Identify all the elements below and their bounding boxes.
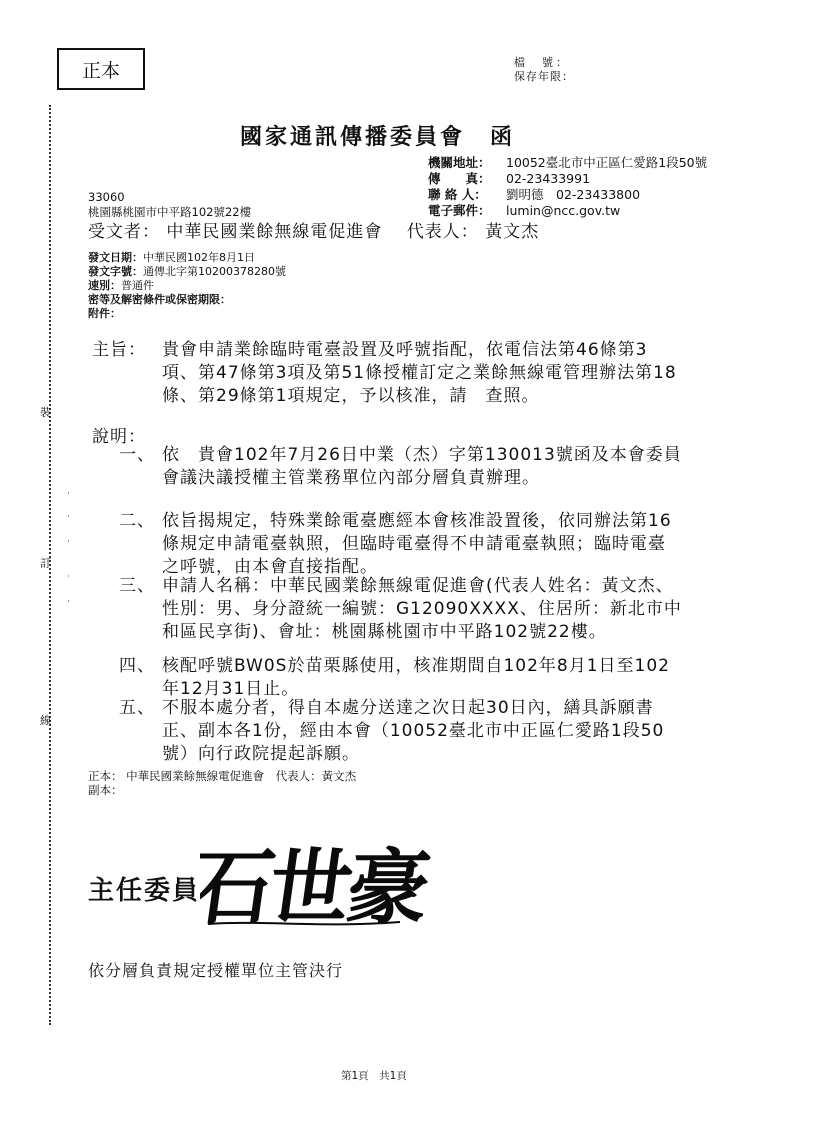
page-indicator: 第1頁 共1頁 [341, 1070, 407, 1082]
original-copy-row [88, 768, 356, 784]
meta-row [88, 251, 255, 264]
retention-label: 保存年限： [514, 70, 574, 83]
explanation-item-text: 依旨揭規定，特殊業餘電臺應經本會核准設置後，依同辦法第16條規定申請電臺執照，但臨時電臺得不申請電臺執照；臨時電臺之呼號，由本會直接指配。 [162, 511, 672, 577]
meta-row [88, 279, 154, 292]
representative-label: 代表人： [406, 222, 479, 242]
duplicate-copy-row [88, 782, 123, 798]
copy-type-label: 正本 [81, 59, 120, 82]
binding-tick-mark: ˙ [66, 492, 71, 503]
meta-label: 發文字號： [88, 265, 143, 278]
file-number-label: 檔 號： [514, 56, 570, 69]
explanation-item-number: 一、 [119, 445, 155, 465]
meta-row [88, 265, 286, 278]
document-title: 國家通訊傳播委員會 函 [240, 124, 516, 150]
signer-title: 主任委員 [88, 876, 201, 906]
recipient-postal-code: 33060 [88, 190, 125, 204]
binding-tick-mark: ˙ [66, 575, 71, 586]
binding-tick-mark: ˙ [66, 515, 71, 526]
explanation-item-number: 五、 [119, 698, 155, 718]
contact-value: lumin@ncc.gov.tw [506, 203, 621, 218]
contact-row [428, 155, 707, 171]
meta-label: 密等及解密條件或保密期限： [88, 293, 231, 306]
duplicate-copy-label: 副本： [88, 783, 123, 797]
recipient-address: 桃園縣桃園市中平路102號22樓 [88, 205, 252, 219]
recipient-name: 中華民國業餘無線電促進會 [166, 222, 383, 242]
signature-name: 石世豪 [200, 840, 433, 936]
meta-row [88, 293, 231, 306]
explanation-item-number: 三、 [119, 576, 155, 596]
original-copy-label: 正本： [88, 769, 123, 783]
meta-value: 通傳北字第10200378280號 [143, 265, 286, 278]
subject-text: 貴會申請業餘臨時電臺設置及呼號指配，依電信法第46條第3項、第47條第3項及第51條授權訂定之業餘無線電管理辦法第18條、第29條第1項規定，予以核准，請 查照。 [162, 340, 677, 406]
explanation-item-text: 核配呼號BW0S於苗栗縣使用，核准期間自102年8月1日至102年12月31日止。 [162, 656, 670, 699]
explanation-item-text: 申請人名稱：中華民國業餘無線電促進會(代表人姓名：黃文杰、性別：男、身分證統一編號：G12090XXXX、住居所：新北市中和區民享街)、會址：桃園縣桃園市中平路102號22樓。 [162, 576, 682, 642]
contact-label: 機關地址： [428, 155, 491, 170]
meta-value: 普通件 [121, 279, 154, 292]
contact-label: 聯 絡 人： [428, 187, 487, 202]
meta-value: 中華民國102年8月1日 [143, 251, 255, 264]
explanation-item-text: 依 貴會102年7月26日中業（杰）字第130013號函及本會委員會議決議授權主管業務單位內部分層負責辦理。 [162, 445, 682, 488]
signature-image [200, 828, 440, 942]
meta-label: 發文日期： [88, 251, 143, 264]
binding-tick-mark: ˙ [66, 600, 71, 611]
contact-label: 傳 真： [428, 171, 491, 186]
representative-name: 黃文杰 [485, 222, 540, 242]
binding-char-xian: 線 [40, 714, 51, 727]
contact-value: 02-23433991 [506, 171, 591, 186]
binding-char-ding: 訂 [40, 557, 51, 570]
delegation-note: 依分層負責規定授權單位主管決行 [88, 961, 344, 980]
explanation-item-number: 二、 [119, 511, 155, 531]
meta-label: 速別： [88, 279, 121, 292]
original-copy-value: 中華民國業餘無線電促進會 代表人：黃文杰 [126, 769, 357, 783]
contact-row [428, 187, 640, 203]
recipient-line [88, 217, 539, 242]
contact-label: 電子郵件： [428, 203, 491, 218]
contact-value: 10052臺北市中正區仁愛路1段50號 [506, 155, 708, 170]
contact-value: 劉明德 02-23433800 [506, 187, 641, 202]
recipient-label: 受文者： [88, 222, 160, 242]
binding-tick-mark: ˙ [66, 540, 71, 551]
explanation-label: 說明： [92, 427, 146, 447]
explanation-item-text: 不服本處分者，得自本處分送達之次日起30日內，繕具訴願書正、副本各1份，經由本會（10052臺北市中正區仁愛路1段50號）向行政院提起訴願。 [162, 698, 665, 764]
binding-char-zhuang: 裝 [40, 406, 51, 419]
meta-row [88, 307, 121, 320]
subject-label: 主旨： [92, 340, 146, 360]
copy-type-stamp [57, 48, 145, 90]
explanation-item-number: 四、 [119, 656, 155, 676]
meta-label: 附件： [88, 307, 121, 320]
contact-row [428, 171, 590, 187]
